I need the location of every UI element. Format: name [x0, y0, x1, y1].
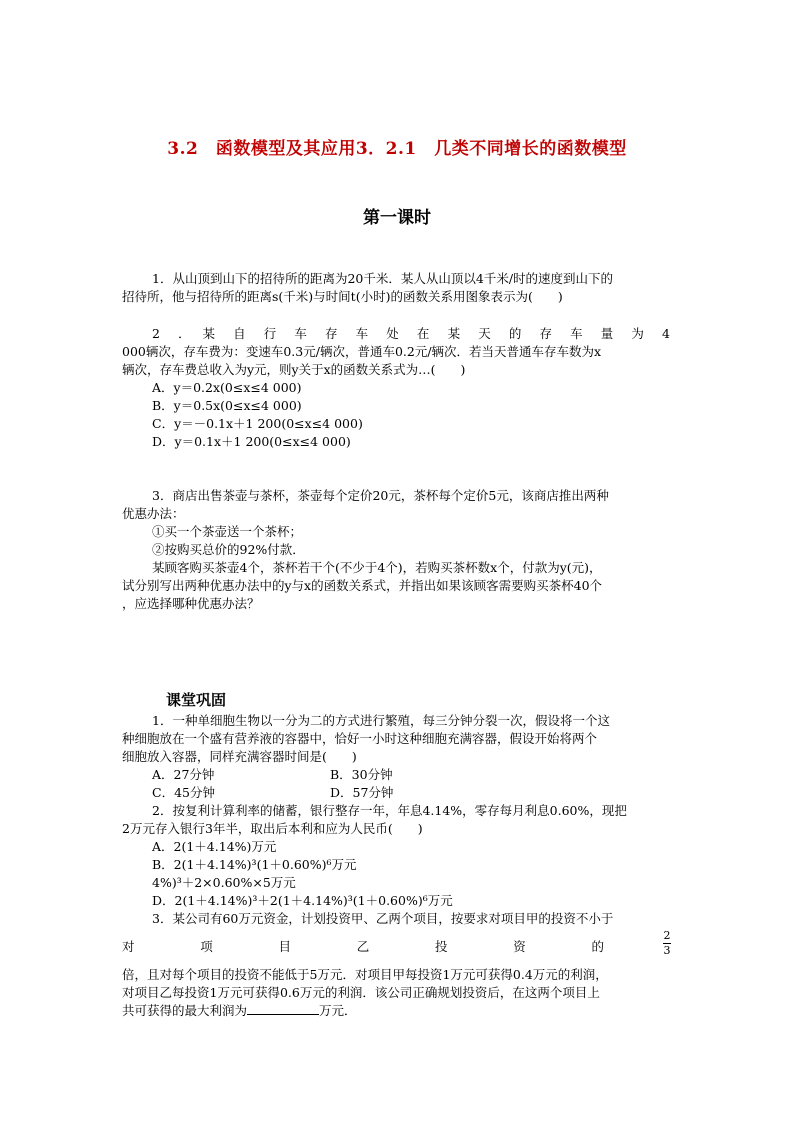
s2-q1-line-3: 细胞放入容器，同样充满容器时间是( ) [122, 749, 357, 764]
s2-q3-line-5-post: 万元． [319, 1003, 357, 1018]
s2-q2-option-d: D．2(1＋4.14%)³＋2(1＋4.14%)³(1＋0.60%)⁶万元 [152, 893, 453, 908]
s2-q3-line-4: 对项目乙每投资1万元可获得0.6万元的利润．该公司正确规划投资后，在这两个项目上 [122, 985, 600, 1000]
q3-line-3: ①买一个茶壶送一个茶杯； [152, 524, 303, 539]
s2-q3-line-1: 3．某公司有60万元资金，计划投资甲、乙两个项目，按要求对项目甲的投资不小于 [152, 911, 614, 926]
q3-line-7: ，应选择哪种优惠办法？ [122, 596, 260, 611]
q3-line-5: 某顾客购买茶壶4个，茶杯若干个(不少于4个)，若购买茶杯数x个，付款为y(元)， [152, 560, 602, 575]
q2-line-1: 2 ． 某 自 行 车 存 车 处 在 某 天 的 存 车 量 为 4 [152, 326, 670, 341]
s2-q1-option-a: A．27分钟 [152, 767, 215, 782]
q2-option-d: D．y＝0.1x＋1 200(0≤x≤4 000) [152, 434, 351, 449]
s2-q1-line-2: 种细胞放在一个盛有营养液的容器中，恰好一小时这种细胞充满容器，假设开始将两个 [122, 731, 598, 746]
s2-q2-option-a: A．2(1＋4.14%)万元 [152, 839, 277, 854]
q1-line-2: 招待所，他与招待所的距离s(千米)与时间t(小时)的函数关系用图象表示为( ) [122, 289, 563, 304]
q3-line-1: 3．商店出售茶壶与茶杯，茶壶每个定价20元，茶杯每个定价5元，该商店推出两种 [152, 488, 609, 503]
fraction-two-thirds [661, 929, 673, 958]
s2-q3-line-2: 对 项 目 乙 投 资 的 [122, 939, 604, 954]
q3-line-2: 优惠办法： [122, 506, 185, 521]
s2-q2-option-b: B．2(1＋4.14%)³(1＋0.60%)⁶万元 [152, 857, 357, 872]
q2-option-a: A．y＝0.2x(0≤x≤4 000) [152, 380, 302, 395]
s2-q2-line-1: 2．按复利计算利率的储蓄，银行整存一年，年息4.14%，零存每月利息0.60%，现把 [152, 803, 627, 818]
s2-q3-line-3: 倍，且对每个项目的投资不能低于5万元．对项目甲每投资1万元可获得0.4万元的利润， [122, 967, 608, 982]
s2-q3-line-5 [122, 1002, 357, 1020]
q3-line-6: 试分别写出两种优惠办法中的y与x的函数关系式，并指出如果该顾客需要购买茶杯40个 [122, 578, 603, 593]
s2-q2-line-2: 2万元存入银行3年半，取出后本利和应为人民币( ) [122, 821, 423, 836]
s2-q2-option-c-fragment: 4%)³＋2×0.60%×5万元 [152, 875, 296, 890]
q3-line-4: ②按购买总价的92%付款． [152, 542, 305, 557]
s2-q3-line-5-pre: 共可获得的最大利润为 [122, 1003, 248, 1018]
page-title: 3.2 函数模型及其应用3．2.1 几类不同增长的函数模型 [167, 139, 627, 159]
q2-option-c: C．y＝－0.1x＋1 200(0≤x≤4 000) [152, 416, 363, 431]
s2-q1-option-b: B．30分钟 [330, 767, 393, 782]
lesson-subtitle: 第一课时 [363, 208, 431, 228]
q1-line-1: 1．从山顶到山下的招待所的距离为20千米．某人从山顶以4千米/时的速度到山下的 [152, 271, 614, 286]
fraction-denominator: 3 [663, 944, 671, 957]
fraction-numerator: 2 [663, 929, 671, 942]
s2-q1-line-1: 1．一种单细胞生物以一分为二的方式进行繁殖，每三分钟分裂一次，假设将一个这 [152, 713, 610, 728]
section-heading: 课堂巩固 [166, 691, 227, 709]
q2-option-b: B．y＝0.5x(0≤x≤4 000) [152, 398, 302, 413]
answer-blank[interactable] [247, 1002, 319, 1015]
q2-line-3: 辆次，存车费总收入为y元，则y关于x的函数关系式为…( ) [122, 362, 466, 377]
s2-q1-option-d: D．57分钟 [330, 785, 394, 800]
s2-q1-option-c: C．45分钟 [152, 785, 215, 800]
q2-line-2: 000辆次，存车费为：变速车0.3元/辆次，普通车0.2元/辆次．若当天普通车存车数为x [122, 344, 602, 359]
